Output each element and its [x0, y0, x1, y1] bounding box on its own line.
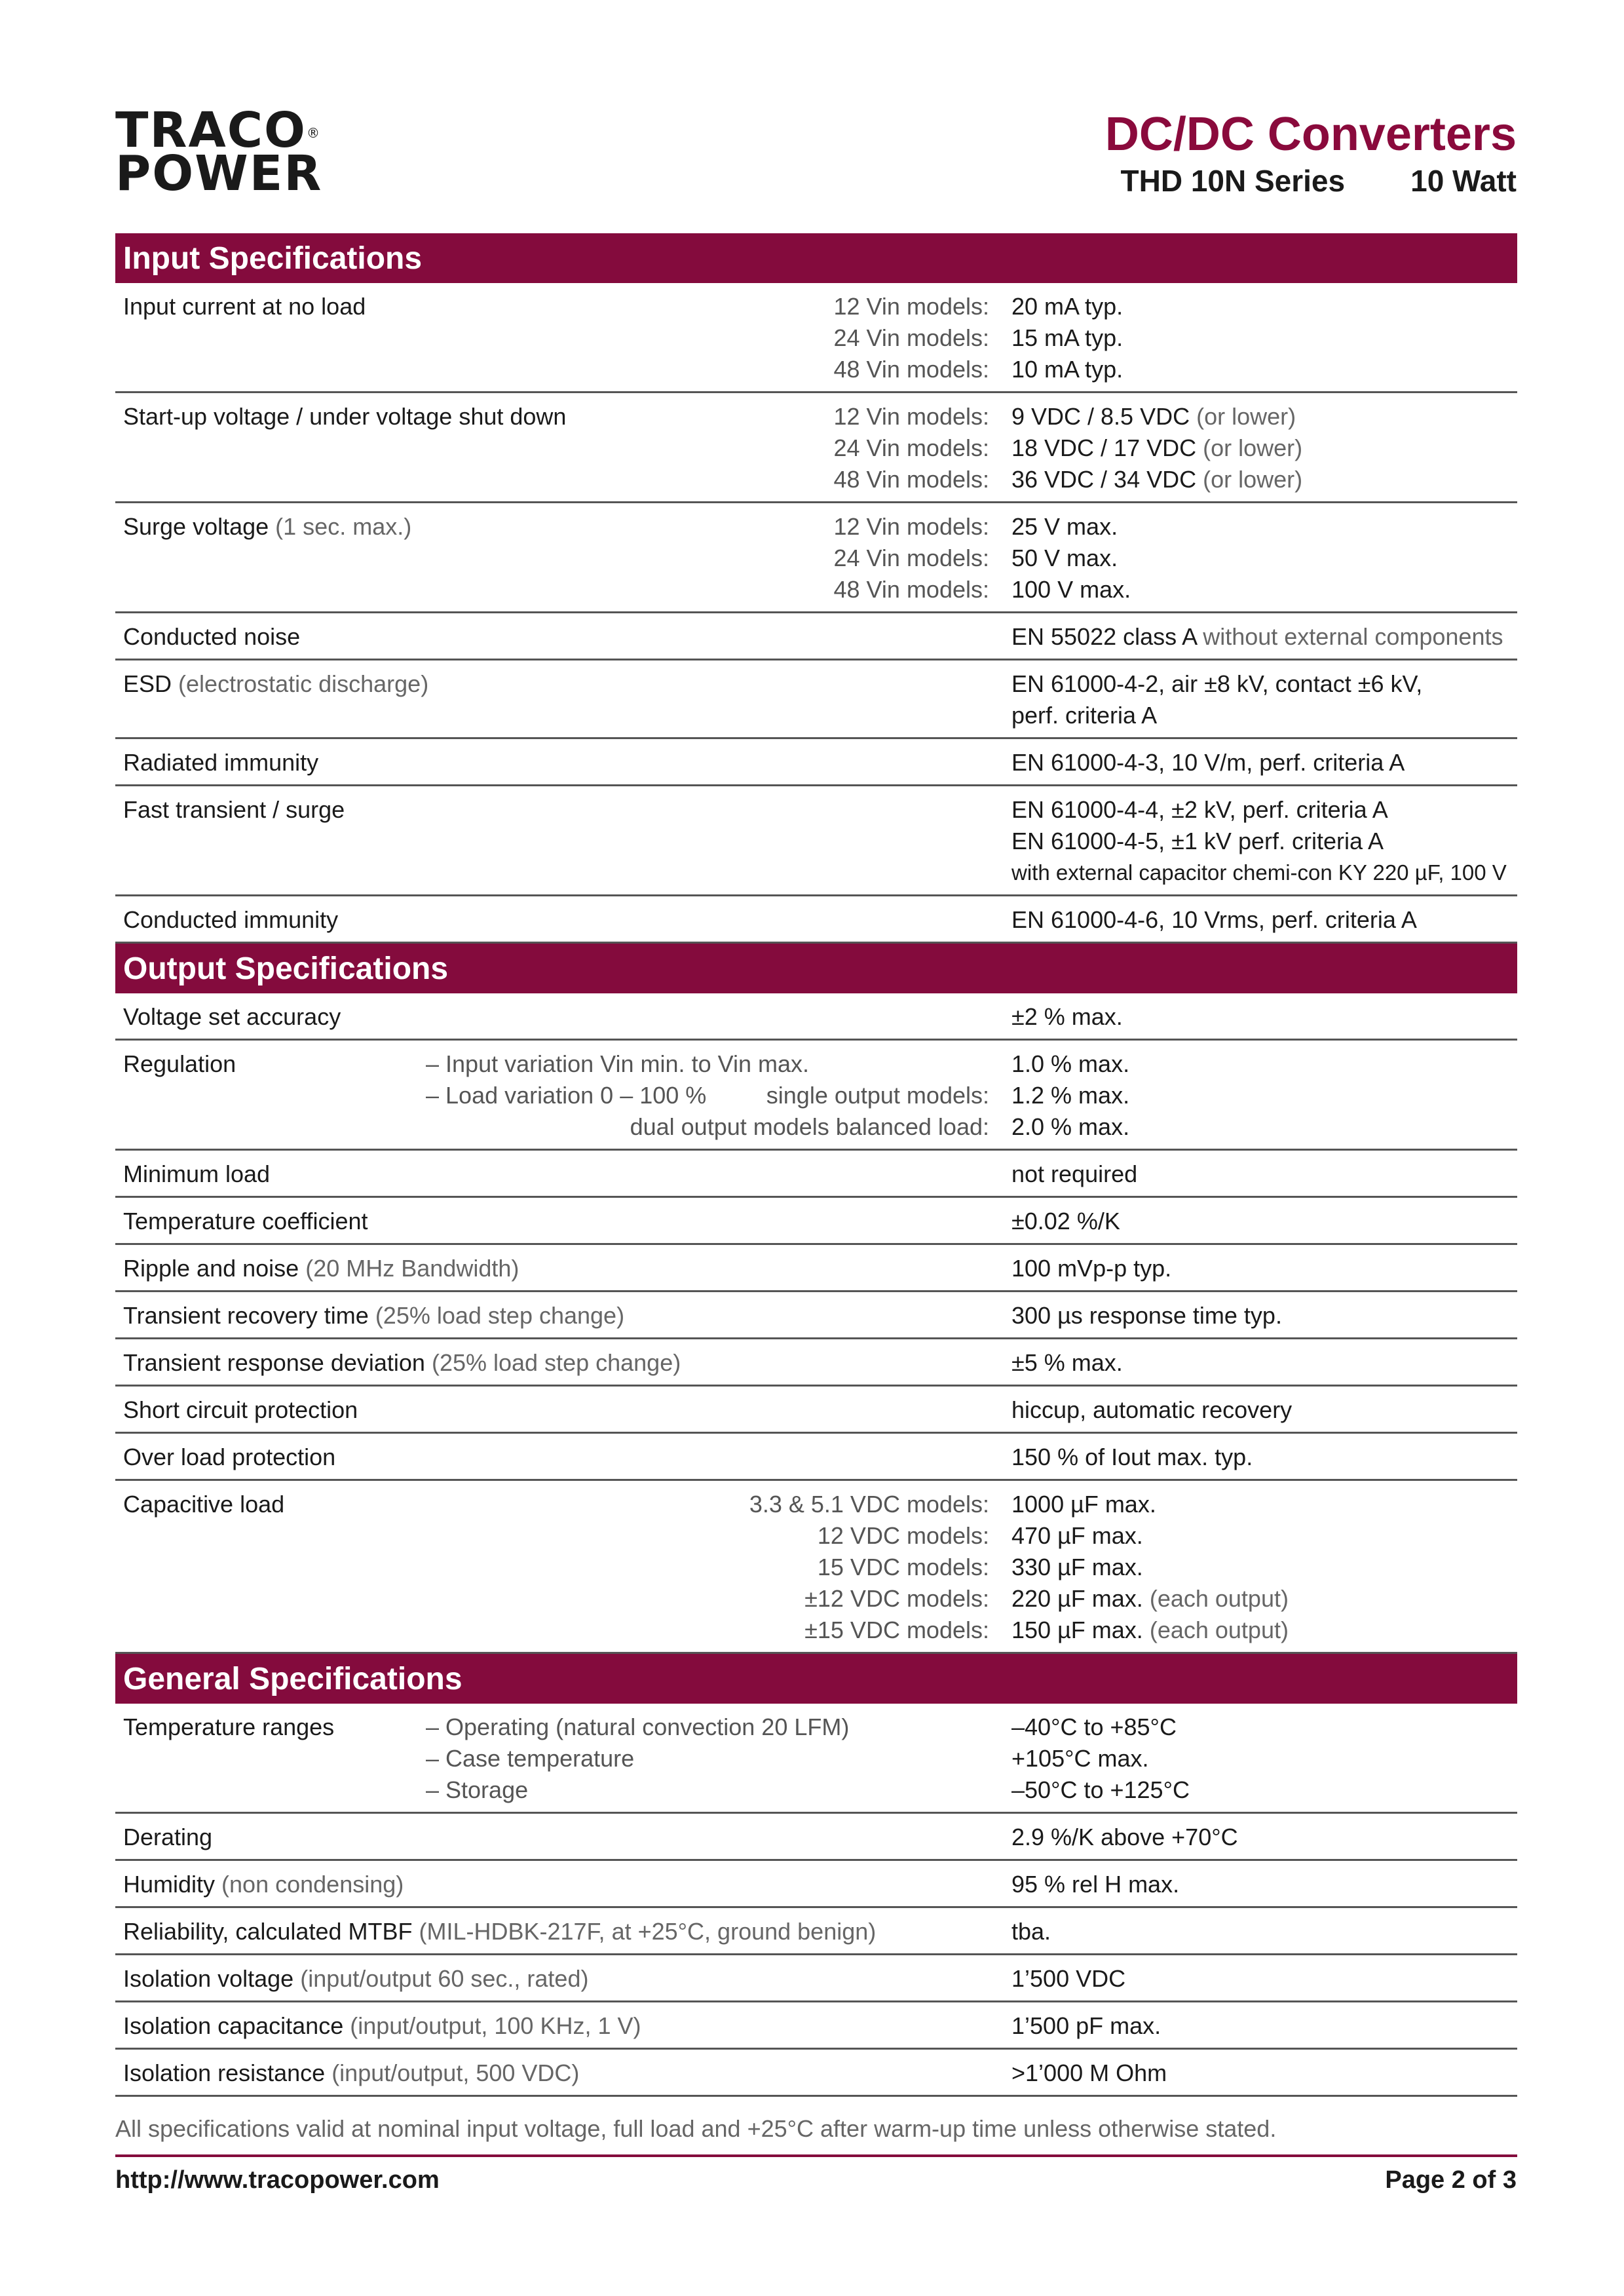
spec-condition-line: – Operating (natural convection 20 LFM)	[426, 1713, 850, 1740]
spec-value-text: not required	[1011, 1160, 1138, 1187]
spec-model-label: 15 VDC models:	[817, 1554, 989, 1580]
spec-value	[1011, 2010, 1517, 2042]
spec-value-line	[1011, 1158, 1517, 1190]
spec-label-text: Humidity	[123, 1871, 216, 1898]
spec-value-line	[1011, 1347, 1517, 1379]
spec-label	[123, 668, 428, 700]
spec-label-text: Reliability, calculated MTBF	[123, 1918, 413, 1945]
spec-label-text: Conducted noise	[123, 623, 301, 650]
spec-value-line	[1011, 1963, 1517, 1995]
spec-value-text: 330 µF max.	[1011, 1554, 1143, 1580]
spec-label-text: ESD	[123, 670, 172, 697]
spec-model-label: 12 VDC models:	[817, 1522, 989, 1549]
spec-value-text: 20 mA typ.	[1011, 293, 1124, 320]
spec-value-line	[1011, 432, 1517, 464]
spec-value-line	[1011, 1253, 1517, 1284]
spec-value-text: 1’500 pF max.	[1011, 2012, 1161, 2039]
spec-value	[1011, 1712, 1517, 1806]
section-header-output: Output Specifications	[115, 944, 1517, 993]
spec-model-labels	[834, 291, 989, 385]
spec-model-label	[630, 1048, 989, 1080]
spec-value-line	[1011, 574, 1517, 605]
series-name: THD 10N Series	[1120, 164, 1346, 198]
spec-row	[115, 1339, 1517, 1387]
spec-value-text: EN 55022 class A	[1011, 623, 1197, 650]
spec-value-note: (or lower)	[1203, 466, 1303, 493]
spec-label-text: Surge voltage	[123, 513, 269, 540]
spec-value-note: without external components	[1203, 623, 1503, 650]
spec-model-label: dual output models balanced load:	[630, 1113, 989, 1140]
spec-value	[1011, 747, 1517, 778]
spec-row	[115, 1861, 1517, 1908]
spec-value-text: hiccup, automatic recovery	[1011, 1396, 1293, 1423]
spec-value-text: 25 V max.	[1011, 513, 1118, 540]
spec-value	[1011, 1394, 1517, 1426]
spec-value-text: tba.	[1011, 1918, 1051, 1945]
spec-value-line	[1011, 1001, 1517, 1033]
spec-label-text: Temperature coefficient	[123, 1208, 368, 1234]
spec-model-label: 12 Vin models:	[833, 293, 989, 320]
spec-row	[115, 1245, 1517, 1292]
spec-label-text: Conducted immunity	[123, 906, 339, 933]
spec-label	[123, 1489, 284, 1520]
spec-value-text: 300 µs response time typ.	[1011, 1302, 1282, 1329]
spec-label	[123, 1916, 876, 1947]
spec-row	[115, 613, 1517, 660]
spec-label-text: Ripple and noise	[123, 1255, 299, 1282]
spec-value-text: 10 mA typ.	[1011, 356, 1124, 383]
spec-value-line	[1011, 700, 1517, 731]
spec-value-text: 15 mA typ.	[1011, 324, 1124, 351]
spec-value	[1011, 1347, 1517, 1379]
footer-rule	[115, 2154, 1517, 2157]
spec-label-text: Isolation resistance	[123, 2059, 326, 2086]
spec-value-text: 9 VDC / 8.5 VDC	[1011, 403, 1190, 430]
spec-value	[1011, 1048, 1517, 1143]
spec-value-text: perf. criteria A	[1011, 702, 1158, 729]
logo-registered-mark: ®	[306, 125, 321, 141]
spec-value-line	[1011, 2057, 1517, 2089]
spec-value	[1011, 1822, 1517, 1853]
spec-row	[115, 393, 1517, 503]
spec-label-text: Fast transient / surge	[123, 796, 345, 823]
spec-value	[1011, 1869, 1517, 1900]
spec-model-labels	[749, 1489, 989, 1646]
spec-value-note: (each output)	[1149, 1617, 1289, 1643]
spec-value-line	[1011, 1442, 1517, 1473]
spec-row	[115, 993, 1517, 1041]
spec-value-line	[1011, 1869, 1517, 1900]
spec-label-text: Minimum load	[123, 1160, 271, 1187]
spec-value-line	[1011, 1111, 1517, 1143]
spec-label-text: Isolation capacitance	[123, 2012, 344, 2039]
spec-label	[123, 1394, 358, 1426]
spec-value-text: ±0.02 %/K	[1011, 1208, 1120, 1234]
spec-row	[115, 1198, 1517, 1245]
page-number: Page 2 of 3	[1385, 2166, 1517, 2194]
spec-row	[115, 1908, 1517, 1955]
spec-value-line	[1011, 401, 1517, 432]
spec-model-labels	[834, 511, 989, 605]
spec-value-text: EN 61000-4-3, 10 V/m, perf. criteria A	[1011, 749, 1405, 776]
spec-value-text: –50°C to +125°C	[1011, 1776, 1190, 1803]
spec-model-label: 12 Vin models:	[833, 513, 989, 540]
spec-value	[1011, 1001, 1517, 1033]
spec-label	[123, 1869, 404, 1900]
spec-value	[1011, 1916, 1517, 1947]
spec-model-label: 48 Vin models:	[833, 356, 989, 383]
spec-value	[1011, 291, 1517, 385]
spec-label-note: (20 MHz Bandwidth)	[305, 1255, 519, 1282]
traco-power-logo	[115, 102, 323, 202]
spec-label	[123, 1963, 588, 1995]
spec-label	[123, 621, 300, 653]
spec-label-text: Short circuit protection	[123, 1396, 358, 1423]
spec-label	[123, 511, 411, 543]
spec-label	[123, 401, 566, 432]
spec-value-line	[1011, 1394, 1517, 1426]
spec-value-text: 1.2 % max.	[1011, 1082, 1130, 1109]
spec-value-line	[1011, 1080, 1517, 1111]
spec-value-text: 100 mVp-p typ.	[1011, 1255, 1172, 1282]
spec-value	[1011, 621, 1517, 653]
spec-value-line	[1011, 1206, 1517, 1237]
spec-label	[123, 904, 338, 936]
spec-value-line	[1011, 904, 1517, 936]
spec-value	[1011, 511, 1517, 605]
spec-label-note: (1 sec. max.)	[275, 513, 412, 540]
spec-value	[1011, 1206, 1517, 1237]
spec-label-note: (25% load step change)	[375, 1302, 625, 1329]
spec-row	[115, 283, 1517, 393]
spec-value-text: 95 % rel H max.	[1011, 1871, 1180, 1898]
section-header-input: Input Specifications	[115, 233, 1517, 283]
spec-value-text: 220 µF max.	[1011, 1585, 1143, 1612]
spec-row	[115, 1481, 1517, 1654]
spec-model-labels	[630, 1048, 989, 1143]
spec-model-label: 12 Vin models:	[833, 403, 989, 430]
spec-value-line	[1011, 1583, 1517, 1615]
spec-label-text: Over load protection	[123, 1444, 336, 1470]
spec-label	[123, 1158, 270, 1190]
spec-label	[123, 1822, 212, 1853]
spec-label	[123, 1253, 519, 1284]
spec-label-note: (non condensing)	[221, 1871, 404, 1898]
spec-label-text: Voltage set accuracy	[123, 1003, 341, 1030]
spec-value-line	[1011, 1743, 1517, 1774]
spec-value-line	[1011, 543, 1517, 574]
spec-condition-line: – Input variation Vin min. to Vin max.	[426, 1050, 809, 1077]
spec-value-line	[1011, 1552, 1517, 1583]
spec-value-line	[1011, 464, 1517, 495]
spec-label-text: Radiated immunity	[123, 749, 319, 776]
spec-value-line	[1011, 1916, 1517, 1947]
spec-model-label: 3.3 & 5.1 VDC models:	[749, 1491, 989, 1518]
spec-label-text: Capacitive load	[123, 1491, 285, 1518]
spec-model-label: ±15 VDC models:	[804, 1617, 989, 1643]
spec-row	[115, 660, 1517, 739]
spec-condition	[426, 1712, 849, 1806]
specification-sheet	[115, 233, 1517, 2097]
spec-value-text: 150 % of Iout max. typ.	[1011, 1444, 1253, 1470]
spec-label-note: (electrostatic discharge)	[178, 670, 429, 697]
spec-value-text: 50 V max.	[1011, 545, 1118, 571]
spec-value-text: 150 µF max.	[1011, 1617, 1143, 1643]
spec-value-text: EN 61000-4-5, ±1 kV perf. criteria A	[1011, 828, 1384, 854]
spec-value	[1011, 668, 1517, 731]
spec-value-text: ±5 % max.	[1011, 1349, 1123, 1376]
spec-label-text: Derating	[123, 1824, 213, 1850]
spec-value-note: (or lower)	[1196, 403, 1296, 430]
spec-value-line	[1011, 511, 1517, 543]
spec-value-note: (each output)	[1149, 1585, 1289, 1612]
spec-value-text: 1.0 % max.	[1011, 1050, 1130, 1077]
spec-condition-line: – Case temperature	[426, 1745, 635, 1772]
spec-value-line	[1011, 1520, 1517, 1552]
spec-value-line	[1011, 1489, 1517, 1520]
spec-row	[115, 1292, 1517, 1339]
spec-value-text: 1’500 VDC	[1011, 1965, 1126, 1992]
power-rating: 10 Watt	[1410, 164, 1517, 198]
spec-label-note: (input/output, 500 VDC)	[331, 2059, 580, 2086]
spec-label-text: Transient response deviation	[123, 1349, 425, 1376]
spec-label-text: Regulation	[123, 1050, 236, 1077]
section-header-general: General Specifications	[115, 1654, 1517, 1704]
spec-value-line	[1011, 1774, 1517, 1806]
spec-label	[123, 1712, 334, 1743]
spec-value-text: 36 VDC / 34 VDC	[1011, 466, 1197, 493]
spec-value-line	[1011, 1822, 1517, 1853]
spec-condition-line: – Load variation 0 – 100 %	[426, 1082, 707, 1109]
spec-value-line	[1011, 1300, 1517, 1331]
spec-value-text: >1’000 M Ohm	[1011, 2059, 1167, 2086]
spec-value-text: EN 61000-4-4, ±2 kV, perf. criteria A	[1011, 796, 1388, 823]
spec-label	[123, 1442, 335, 1473]
spec-row	[115, 896, 1517, 944]
spec-row	[115, 739, 1517, 786]
spec-value-line	[1011, 668, 1517, 700]
spec-value-text: 2.0 % max.	[1011, 1113, 1130, 1140]
spec-value	[1011, 1158, 1517, 1190]
spec-label-note: (MIL-HDBK-217F, at +25°C, ground benign)	[419, 1918, 877, 1945]
spec-row	[115, 1434, 1517, 1481]
spec-label-text: Temperature ranges	[123, 1713, 335, 1740]
spec-value-line	[1011, 747, 1517, 778]
spec-value-line	[1011, 1712, 1517, 1743]
logo-line-1: TRACO	[115, 102, 307, 159]
spec-label	[123, 1300, 624, 1331]
spec-model-label: 24 Vin models:	[833, 434, 989, 461]
spec-value-text: 2.9 %/K above +70°C	[1011, 1824, 1238, 1850]
spec-value-line	[1011, 1048, 1517, 1080]
spec-value-line	[1011, 621, 1517, 653]
spec-model-labels	[834, 401, 989, 495]
spec-value-line	[1011, 291, 1517, 322]
spec-label	[123, 1048, 236, 1080]
spec-label	[123, 1347, 681, 1379]
spec-value-note: (or lower)	[1203, 434, 1303, 461]
spec-value	[1011, 794, 1517, 889]
spec-row	[115, 1814, 1517, 1861]
spec-value-text: 100 V max.	[1011, 576, 1131, 603]
spec-value-text: ±2 % max.	[1011, 1003, 1123, 1030]
spec-value-line	[1011, 826, 1517, 857]
spec-value	[1011, 1489, 1517, 1646]
spec-label-text: Start-up voltage / under voltage shut down	[123, 403, 567, 430]
spec-label-note: (25% load step change)	[431, 1349, 681, 1376]
spec-label-note: (input/output, 100 KHz, 1 V)	[350, 2012, 641, 2039]
spec-value-text: 1000 µF max.	[1011, 1491, 1156, 1518]
spec-model-label: 48 Vin models:	[833, 576, 989, 603]
spec-row	[115, 1041, 1517, 1151]
spec-condition-line: – Storage	[426, 1776, 529, 1803]
spec-model-label: single output models:	[766, 1082, 989, 1109]
spec-value-line	[1011, 1615, 1517, 1646]
spec-row	[115, 2050, 1517, 2097]
spec-label	[123, 291, 366, 322]
spec-label-text: Transient recovery time	[123, 1302, 369, 1329]
spec-row	[115, 1151, 1517, 1198]
spec-row	[115, 786, 1517, 896]
spec-value-text: +105°C max.	[1011, 1745, 1149, 1772]
spec-value	[1011, 1300, 1517, 1331]
spec-model-label: 24 Vin models:	[833, 545, 989, 571]
series-line	[1105, 163, 1517, 199]
spec-label-text: Input current at no load	[123, 293, 366, 320]
spec-value-line	[1011, 857, 1517, 889]
spec-value-line	[1011, 354, 1517, 385]
spec-value-text: EN 61000-4-2, air ±8 kV, contact ±6 kV,	[1011, 670, 1423, 697]
spec-value-line	[1011, 2010, 1517, 2042]
document-header	[1105, 106, 1517, 199]
spec-label	[123, 2010, 641, 2042]
footnote: All specifications valid at nominal input voltage, full load and +25°C after warm-up time unless otherwise stated.	[115, 2115, 1277, 2142]
spec-model-label: 48 Vin models:	[833, 466, 989, 493]
spec-row	[115, 1955, 1517, 2002]
spec-value-text: 18 VDC / 17 VDC	[1011, 434, 1197, 461]
spec-value-text: –40°C to +85°C	[1011, 1713, 1177, 1740]
spec-value-line	[1011, 322, 1517, 354]
spec-value-line	[1011, 794, 1517, 826]
spec-model-label: 24 Vin models:	[833, 324, 989, 351]
page-title: DC/DC Converters	[1105, 108, 1517, 161]
spec-label	[123, 747, 318, 778]
spec-label	[123, 794, 345, 826]
spec-value	[1011, 1253, 1517, 1284]
spec-value-text: EN 61000-4-6, 10 Vrms, perf. criteria A	[1011, 906, 1417, 933]
spec-label	[123, 2057, 579, 2089]
spec-label-note: (input/output 60 sec., rated)	[300, 1965, 589, 1992]
spec-row	[115, 1704, 1517, 1814]
spec-value	[1011, 1963, 1517, 1995]
spec-model-label: ±12 VDC models:	[804, 1585, 989, 1612]
spec-value-text: 470 µF max.	[1011, 1522, 1143, 1549]
spec-row	[115, 2002, 1517, 2050]
spec-row	[115, 503, 1517, 613]
spec-value	[1011, 1442, 1517, 1473]
spec-value	[1011, 401, 1517, 495]
spec-label	[123, 1001, 341, 1033]
spec-label-text: Isolation voltage	[123, 1965, 294, 1992]
spec-value	[1011, 904, 1517, 936]
spec-value-text: with external capacitor chemi-con KY 220 µF, 100 V	[1011, 860, 1507, 885]
spec-label	[123, 1206, 368, 1237]
spec-value	[1011, 2057, 1517, 2089]
footer-url-link[interactable]: http://www.tracopower.com	[115, 2166, 440, 2194]
spec-row	[115, 1387, 1517, 1434]
logo-line-2: POWER	[115, 145, 323, 202]
